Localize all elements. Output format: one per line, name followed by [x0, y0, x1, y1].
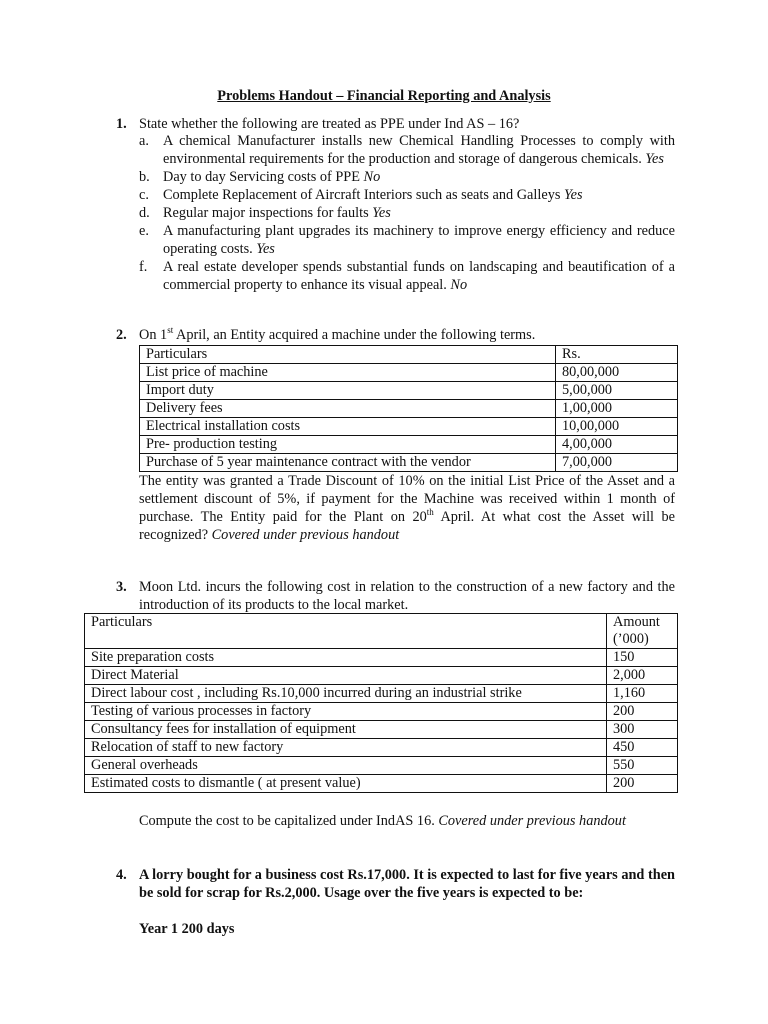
q1-answer-d: Yes	[372, 205, 391, 221]
q2-cost-table	[139, 345, 678, 472]
table-header-cell: Particulars	[85, 614, 607, 649]
q1-answer-a: Yes	[645, 151, 664, 167]
q1-answer-e: Yes	[256, 241, 275, 257]
page-title: Problems Handout – Financial Reporting and Analysis	[217, 88, 551, 104]
q3-cost-table	[84, 613, 678, 793]
q1-item-c: c. Complete Replacement of Aircraft Interiors such as seats and Galleys Yes	[139, 187, 583, 203]
question-2-text: On 1st April, an Entity acquired a machine under the following terms.	[139, 325, 536, 343]
table-row: Delivery fees 1,00,000	[140, 400, 678, 418]
q1-item-a: a. A chemical Manufacturer installs new Chemical Handling Processes to comply with environmental requirements for the production and storage of dangerous chemicals. Yes	[139, 133, 675, 167]
table-header-row	[140, 346, 678, 364]
q2-paragraph: The entity was granted a Trade Discount of 10% on the initial List Price of the Asset and a settlement discount of 5%, if payment for the Machine was received within 1 month of purchase. The Entity paid for the Plant on 20th April. At what cost the Asset will be recognized? Covered under previous handout	[139, 473, 675, 543]
table-row: Import duty 5,00,000	[140, 382, 678, 400]
question-2-number: 2.	[116, 327, 127, 343]
q1-item-f: f. A real estate developer spends substantial funds on landscaping and beautification of a commercial property to enhance its visual appeal. No	[139, 259, 675, 293]
table-header-cell: Particulars	[140, 346, 556, 364]
table-row: Estimated costs to dismantle ( at present value) 200	[85, 775, 678, 793]
q3-paragraph: Compute the cost to be capitalized under IndAS 16. Covered under previous handout	[139, 813, 626, 829]
question-4-number: 4.	[116, 867, 127, 883]
table-row: Relocation of staff to new factory 450	[85, 739, 678, 757]
table-row: Testing of various processes in factory 200	[85, 703, 678, 721]
q1-answer-f: No	[450, 277, 468, 293]
q4-year-1: Year 1 200 days	[139, 921, 235, 937]
table-row: Site preparation costs 150	[85, 649, 678, 667]
table-row: Direct Material 2,000	[85, 667, 678, 685]
q1-item-d: d. Regular major inspections for faults Yes	[139, 205, 391, 221]
table-row: Electrical installation costs 10,00,000	[140, 418, 678, 436]
question-1-items	[139, 132, 675, 294]
question-1-number: 1.	[116, 116, 127, 132]
q1-item-b: b. Day to day Servicing costs of PPE No	[139, 169, 381, 185]
table-header-cell: Rs.	[556, 346, 678, 364]
q2-note: Covered under previous handout	[211, 527, 400, 543]
q1-answer-c: Yes	[563, 187, 583, 203]
table-row: Consultancy fees for installation of equipment 300	[85, 721, 678, 739]
table-row: List price of machine 80,00,000	[140, 364, 678, 382]
table-row: General overheads 550	[85, 757, 678, 775]
q1-item-e: e. A manufacturing plant upgrades its machinery to improve energy efficiency and reduce operating costs. Yes	[139, 223, 675, 257]
question-3-number: 3.	[116, 579, 127, 595]
table-header-row	[85, 614, 678, 649]
q3-note: Covered under previous handout	[438, 813, 626, 829]
table-row: Direct labour cost , including Rs.10,000 incurred during an industrial strike 1,160	[85, 685, 678, 703]
question-4-text: A lorry bought for a business cost Rs.17,000. It is expected to last for five years and then be sold for scrap for Rs.2,000. Usage over the five years is expected to be:	[139, 867, 675, 901]
q1-answer-b: No	[363, 169, 381, 185]
table-row: Purchase of 5 year maintenance contract with the vendor 7,00,000	[140, 454, 678, 472]
question-1-text: State whether the following are treated as PPE under Ind AS – 16?	[139, 116, 520, 132]
table-header-cell: Amount (’000)	[607, 614, 678, 649]
question-3-text: Moon Ltd. incurs the following cost in relation to the construction of a new factory and the introduction of its products to the local market.	[139, 579, 675, 613]
table-row: Pre- production testing 4,00,000	[140, 436, 678, 454]
